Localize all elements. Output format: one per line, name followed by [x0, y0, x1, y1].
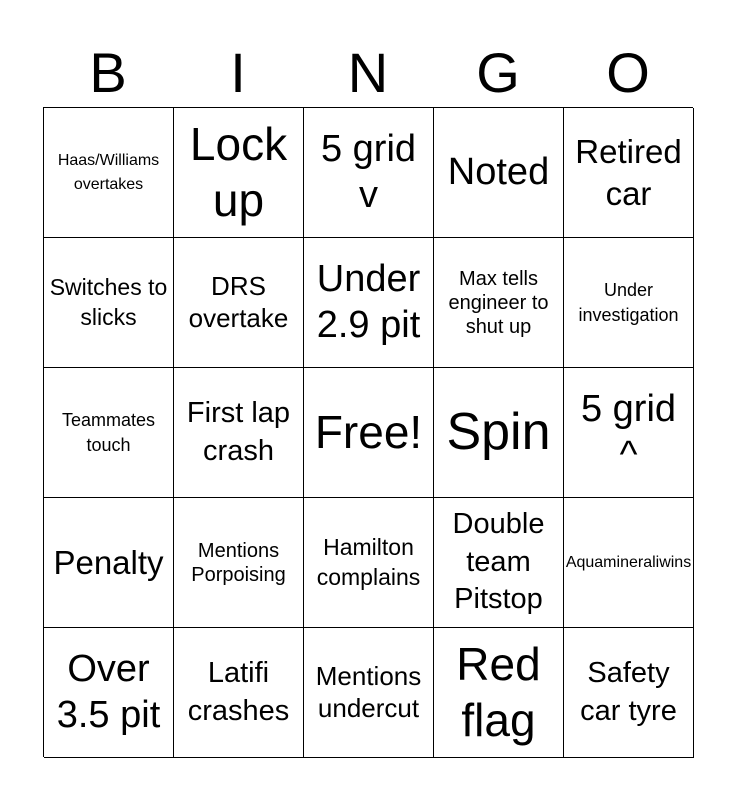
cell-text: 5 grid ^: [580, 387, 677, 476]
cell-text: Spin: [446, 403, 551, 462]
cell-text: Lock up: [189, 118, 288, 226]
cell-text: Double team Pitstop: [452, 507, 545, 616]
bingo-cell[interactable]: [564, 498, 694, 628]
cell-text: Free!: [314, 405, 423, 458]
cell-text: Red flag: [456, 638, 541, 746]
bingo-cell[interactable]: [44, 498, 174, 628]
bingo-cell[interactable]: [564, 628, 694, 758]
cell-text: Under investigation: [578, 280, 679, 325]
bingo-cell[interactable]: [44, 108, 174, 238]
bingo-cell[interactable]: [564, 108, 694, 238]
cell-text: Mentions Porpoising: [191, 539, 286, 586]
bingo-cell[interactable]: [174, 368, 304, 498]
bingo-board: [43, 107, 693, 757]
bingo-cell[interactable]: [564, 238, 694, 368]
bingo-cell[interactable]: [434, 628, 564, 758]
cell-text: Safety car tyre: [580, 656, 677, 727]
bingo-cell[interactable]: [434, 238, 564, 368]
cell-text: 5 grid v: [320, 127, 417, 216]
cell-text: Over 3.5 pit: [56, 647, 161, 736]
cell-text: Max tells engineer to shut up: [448, 267, 549, 338]
cell-text: Latifi crashes: [187, 656, 290, 727]
bingo-cell[interactable]: [304, 498, 434, 628]
header-letter-n: N: [347, 41, 389, 104]
header-letter-i: I: [230, 41, 246, 104]
header-letter-b: B: [89, 41, 127, 104]
cell-text: Switches to slicks: [49, 273, 168, 330]
bingo-cell[interactable]: [174, 498, 304, 628]
bingo-cell[interactable]: [44, 238, 174, 368]
bingo-cell[interactable]: [174, 108, 304, 238]
cell-text: Aquamineraliwins: [565, 553, 692, 571]
bingo-cell[interactable]: [44, 628, 174, 758]
bingo-cell[interactable]: [564, 368, 694, 498]
bingo-cell[interactable]: [304, 628, 434, 758]
cell-text: Mentions undercut: [315, 660, 422, 723]
bingo-cell[interactable]: [174, 238, 304, 368]
cell-text: First lap crash: [186, 396, 291, 467]
cell-text: DRS overtake: [188, 270, 289, 333]
bingo-cell[interactable]: [434, 108, 564, 238]
bingo-header: [43, 40, 693, 106]
cell-text: Penalty: [53, 543, 164, 581]
cell-text: Noted: [447, 150, 550, 193]
cell-text: Retired car: [575, 133, 682, 212]
cell-text: Under 2.9 pit: [316, 257, 421, 346]
bingo-cell[interactable]: [434, 498, 564, 628]
cell-text: Haas/Williams overtakes: [57, 152, 160, 193]
bingo-cell[interactable]: [304, 238, 434, 368]
bingo-cell[interactable]: [174, 628, 304, 758]
bingo-cell[interactable]: [44, 368, 174, 498]
cell-text: Hamilton complains: [316, 533, 421, 590]
header-letter-o: O: [606, 41, 650, 104]
header-letter-g: G: [476, 41, 520, 104]
bingo-cell[interactable]: [304, 108, 434, 238]
cell-text: Teammates touch: [61, 410, 156, 455]
bingo-cell[interactable]: [434, 368, 564, 498]
free-space-cell[interactable]: [304, 368, 434, 498]
